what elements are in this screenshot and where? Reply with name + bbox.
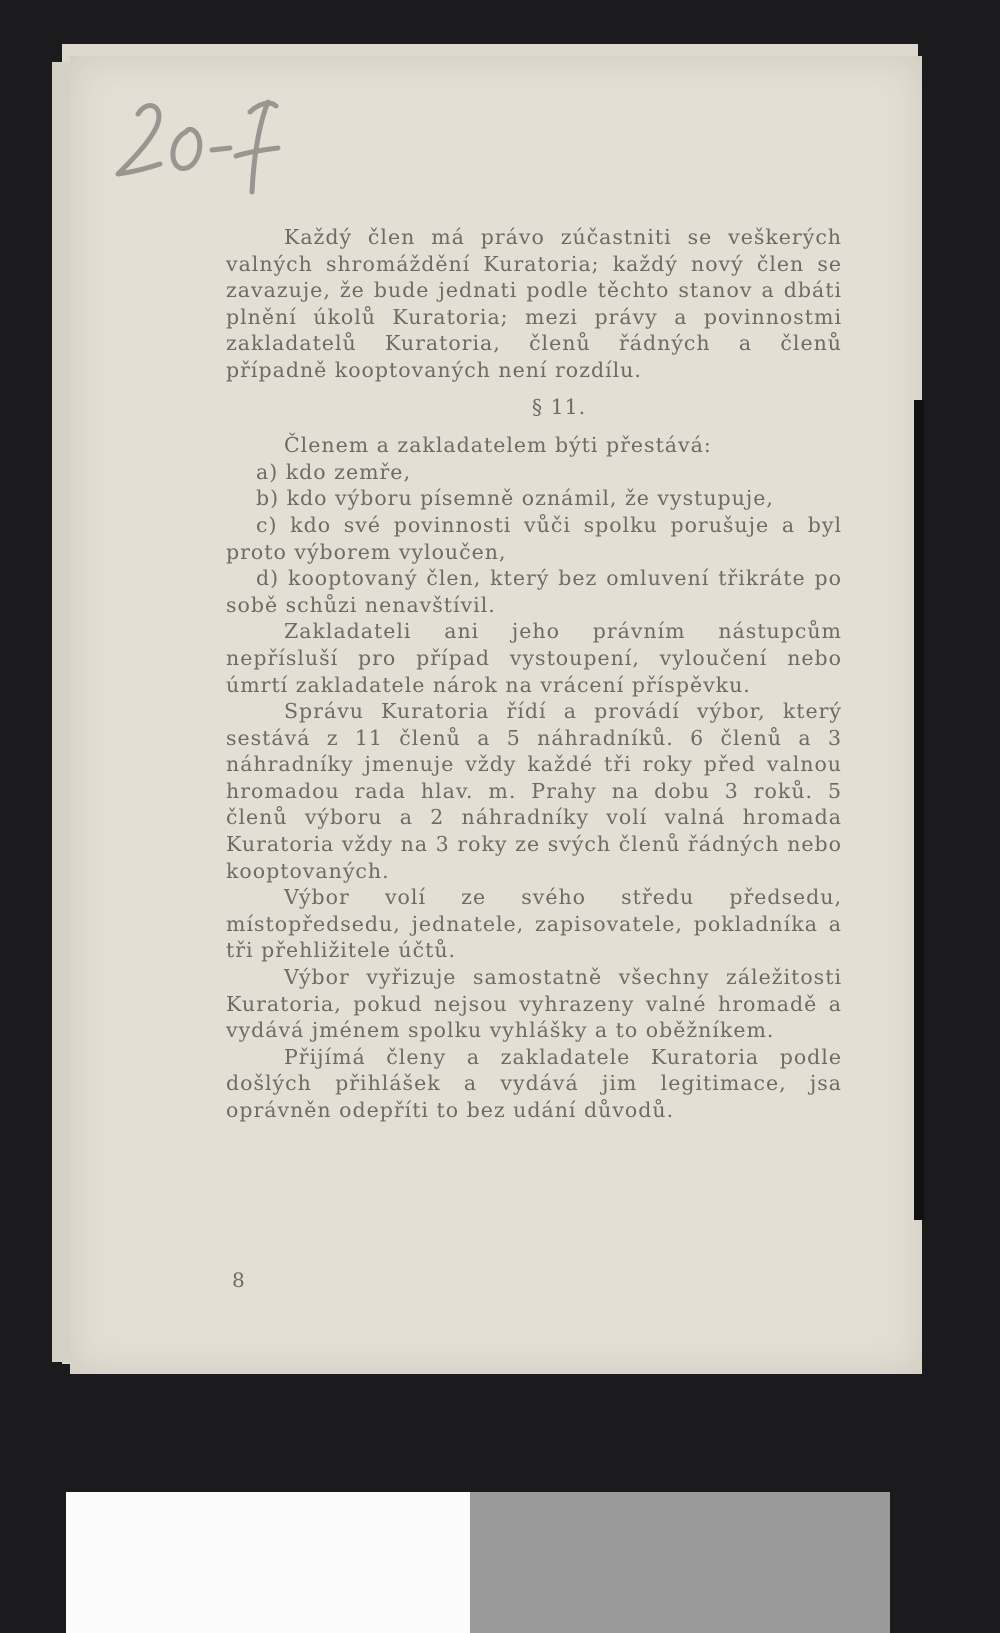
page-number: 8 [232, 1268, 245, 1292]
list-item-d: d) kooptovaný člen, který bez omluvení třikráte po sobě schůzi nenavštívil. [226, 566, 842, 617]
paragraph-membership-rights: Každý člen má právo zúčastniti se veškerých valných shromáždění Kuratoria; každý nový člen se zavazuje, že bude jednati podle těchto stanov a dbáti plnění úkolů Kuratoria; mezi právy a povinnostmi zakladatelů Kuratoria, členů řádných a členů případně kooptovaných není rozdílu. [226, 225, 842, 382]
document-text [226, 224, 842, 1124]
paragraph-committee: Správu Kuratoria řídí a provádí výbor, který sestává z 11 členů a 5 náhradníků. 6 členů a 3 náhradníky jmenuje vždy každé tři roky před valnou hromadou rada hlav. m. Prahy na dobu 3 roků. 5 členů výboru a 2 náhradníky volí valná hromada Kuratoria vždy na 3 roky ze svých členů řádných nebo kooptovaných. [226, 699, 842, 883]
list-item-c: c) kdo své povinnosti vůči spolku porušuje a byl proto výborem vyloučen, [226, 512, 842, 564]
list-item-a: a) kdo zemře, [256, 459, 411, 484]
handwritten-annotation-drawing [108, 92, 308, 202]
handwritten-annotation [108, 92, 308, 202]
paragraph-admission: Přijímá členy a zakladatele Kuratoria podle došlých přihlášek a vydává jim legitimace, jsa oprávněn odepříti to bez udání důvodů. [226, 1044, 842, 1122]
page-shadow-edge [914, 400, 924, 1220]
calibration-card-white [66, 1492, 470, 1633]
paragraph-no-refund: Zakladateli ani jeho právním nástupcům nepřísluší pro případ vystoupení, vyloučení nebo úmrtí zakladatele nárok na vrácení příspěvku. [226, 619, 842, 697]
calibration-card-gray [470, 1492, 890, 1633]
list-item-b: b) kdo výboru písemně oznámil, že vystupuje, [256, 486, 774, 511]
paragraph-committee-officers: Výbor volí ze svého středu předsedu, místopředsedu, jednatele, zapisovatele, pokladníka a tři přehližitele účtů. [226, 885, 842, 963]
paragraph-committee-duties: Výbor vyřizuje samostatně všechny záležitosti Kuratoria, pokud nejsou vyhrazeny valné hromadě a vydává jménem spolku vyhlášky a to oběžníkem. [226, 965, 842, 1043]
paragraph-membership-end: Členem a zakladatelem býti přestává: [284, 433, 712, 458]
backing-sheet-edge [52, 62, 72, 1362]
section-heading: § 11. [531, 394, 587, 419]
